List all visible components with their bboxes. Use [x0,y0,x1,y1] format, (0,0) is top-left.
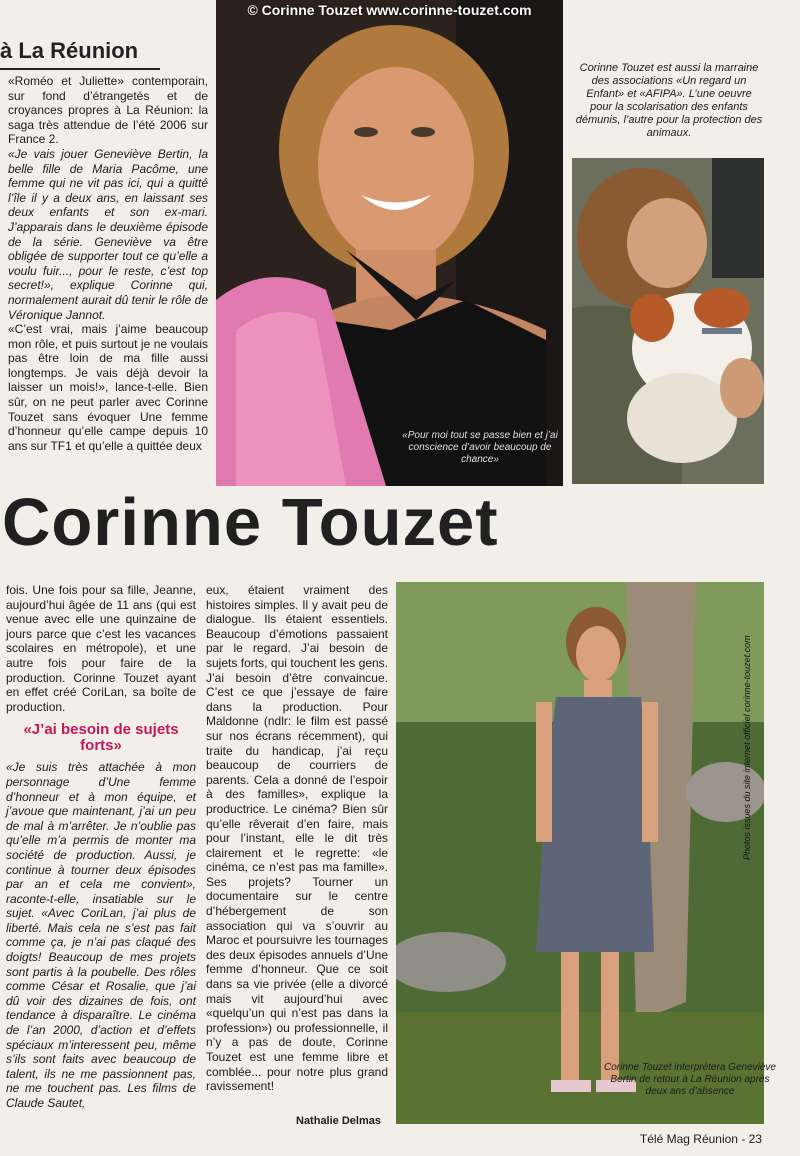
garden-photo [396,582,764,1124]
paragraph: «C’est vrai, mais j’aime beaucoup mon rôle, et puis surtout je ne voulais pas être loin de ma fille aussi longtemps. Je vais déjà devoir la laisser un mois!», lance-t-elle. Bien sûr, on ne peut parler avec Corinne Touzet sans évoquer Une femme d’honneur qu’elle campe depuis 10 ans sur TF1 et qu’elle a quittée deux [8,322,208,453]
photo-credit: © Corinne Touzet www.corinne-touzet.com [247,2,532,18]
dog-illustration [572,158,764,484]
main-portrait-photo [216,0,563,486]
main-photo-quote: «Pour moi tout se passe bien et j’ai conscience d’avoir beaucoup de chance» [402,430,558,465]
paragraph: «Je vais jouer Geneviève Bertin, la belle fille de Maria Pacôme, une femme qui ne vit pas ici, qui a quitté l’île il y a deux ans, en laissant ses deux enfants et son ex-mari. J’apparais dans le deuxième épisode de la série. Geneviève va être obligée de supporter tout ce qu’elle a voulu fuir..., pour le reste, c’est top secret!», explique Corinne qui, normalement aurait dû tenir le rôle de Véronique Jannot. [8,146,208,322]
section-heading: à La Réunion [0,38,216,64]
portrait-illustration [216,0,563,486]
article-title: Corinne Touzet [2,485,499,560]
paragraph: eux, étaient vraiment des histoires simples. Il y avait peu de dialogue. Ils étaient essentiels. Beaucoup d’émotions passaient par le regard. J’ai besoin de sujets forts, qui touchent les gens. J’ai besoin d’être convaincue. C’est ce que j’essaye de faire dans la production. Pour Maldonne (ndlr: le film est passé sur nos écrans récemment), qui traite du handicap, j’ai reçu beaucoup de courriers de parents. Cela a donné de l’espoir à des familles», explique la productrice. Le cinéma? Bien sûr qu’elle rêverait d’en faire, mais pour l’instant, elle le dit très clairement et le regrette: «le cinéma, ce n’est pas ma famille». Ses projets? Tourner un documentaire sur le centre d’hébergement de son association qui va s’ouvrir au Maroc et poursuivre les tournages des deux épisodes annuels d’Une femme d’honneur. Que ce soit dans sa vie privée (elle a divorcé mais vit aujourd’hui avec «quelqu’un qui n’est pas dans la profession») ou professionnelle, il n’y a pas de doute, Corinne Touzet est une femme libre et comblée... pour notre plus grand ravissement! [206,583,388,1094]
page-footer: Télé Mag Réunion - 23 [639,1132,762,1146]
column-1-bottom [6,583,196,1111]
column-1-top [8,74,208,453]
dog-photo [572,158,764,484]
paragraph: «Je suis très attachée à mon personnage d’Une femme d’honneur et à mon équipe, et j’avoue que maintenant, j’ai un peu de mal à m’arrêter. Je n’oublie pas qu’elle m’a permis de monter ma société de production. Aussi, je continue à tourner deux épisodes par an et cela me convient», raconte-t-elle, insatiable sur le sujet. «Avec CoriLan, j’ai plus de liberté. Mais cela ne s’est pas fait comme ça, je n’ai pas claqué des doigts! Beaucoup de mes projets sont partis à la poubelle. Des rôles comme César et Rosalie, que j’ai dû voir des dizaines de fois, ont tendance à disparaître. Le cinéma de l’an 2000, d’action et d’effets spéciaux m’interessent peu, même s’ils sont faits avec beaucoup de talent, ils ne me passionnent pas, ne me touchent pas. Les films de Claude Sautet, [6,760,196,1110]
author-signature: Nathalie Delmas [296,1115,381,1127]
right-caption: Corinne Touzet est aussi la marraine des associations «Un regard un Enfant» et «AFIPA». L’une oeuvre pour la scolarisation des enfants démunis, l’autre pour la protection des animaux. [575,62,763,139]
column-2-bottom [206,583,388,1094]
garden-illustration [396,582,764,1124]
paragraph: fois. Une fois pour sa fille, Jeanne, aujourd’hui âgée de 11 ans (qui est venue avec elle une quinzaine de jours parce que c’est les vacances scolaires en métropole), et une autre fois pour faire de la production. Corinne Touzet ayant en effet créé CoriLan, sa boîte de production. [6,583,196,714]
paragraph: «Roméo et Juliette» contemporain, sur fond d’étrangetés et de croyances propres à La Réunion: la saga très attendue de l’été 2006 sur France 2. [8,74,208,147]
garden-caption: Corinne Touzet interprétera Geneviève Bertin de retour à La Réunion après deux ans d’absence [604,1062,776,1097]
vertical-photo-credit: Photos issues du site internet officiel corinne-touzet.com [742,635,752,860]
subheading: «J’ai besoin de sujets forts» [23,721,179,755]
